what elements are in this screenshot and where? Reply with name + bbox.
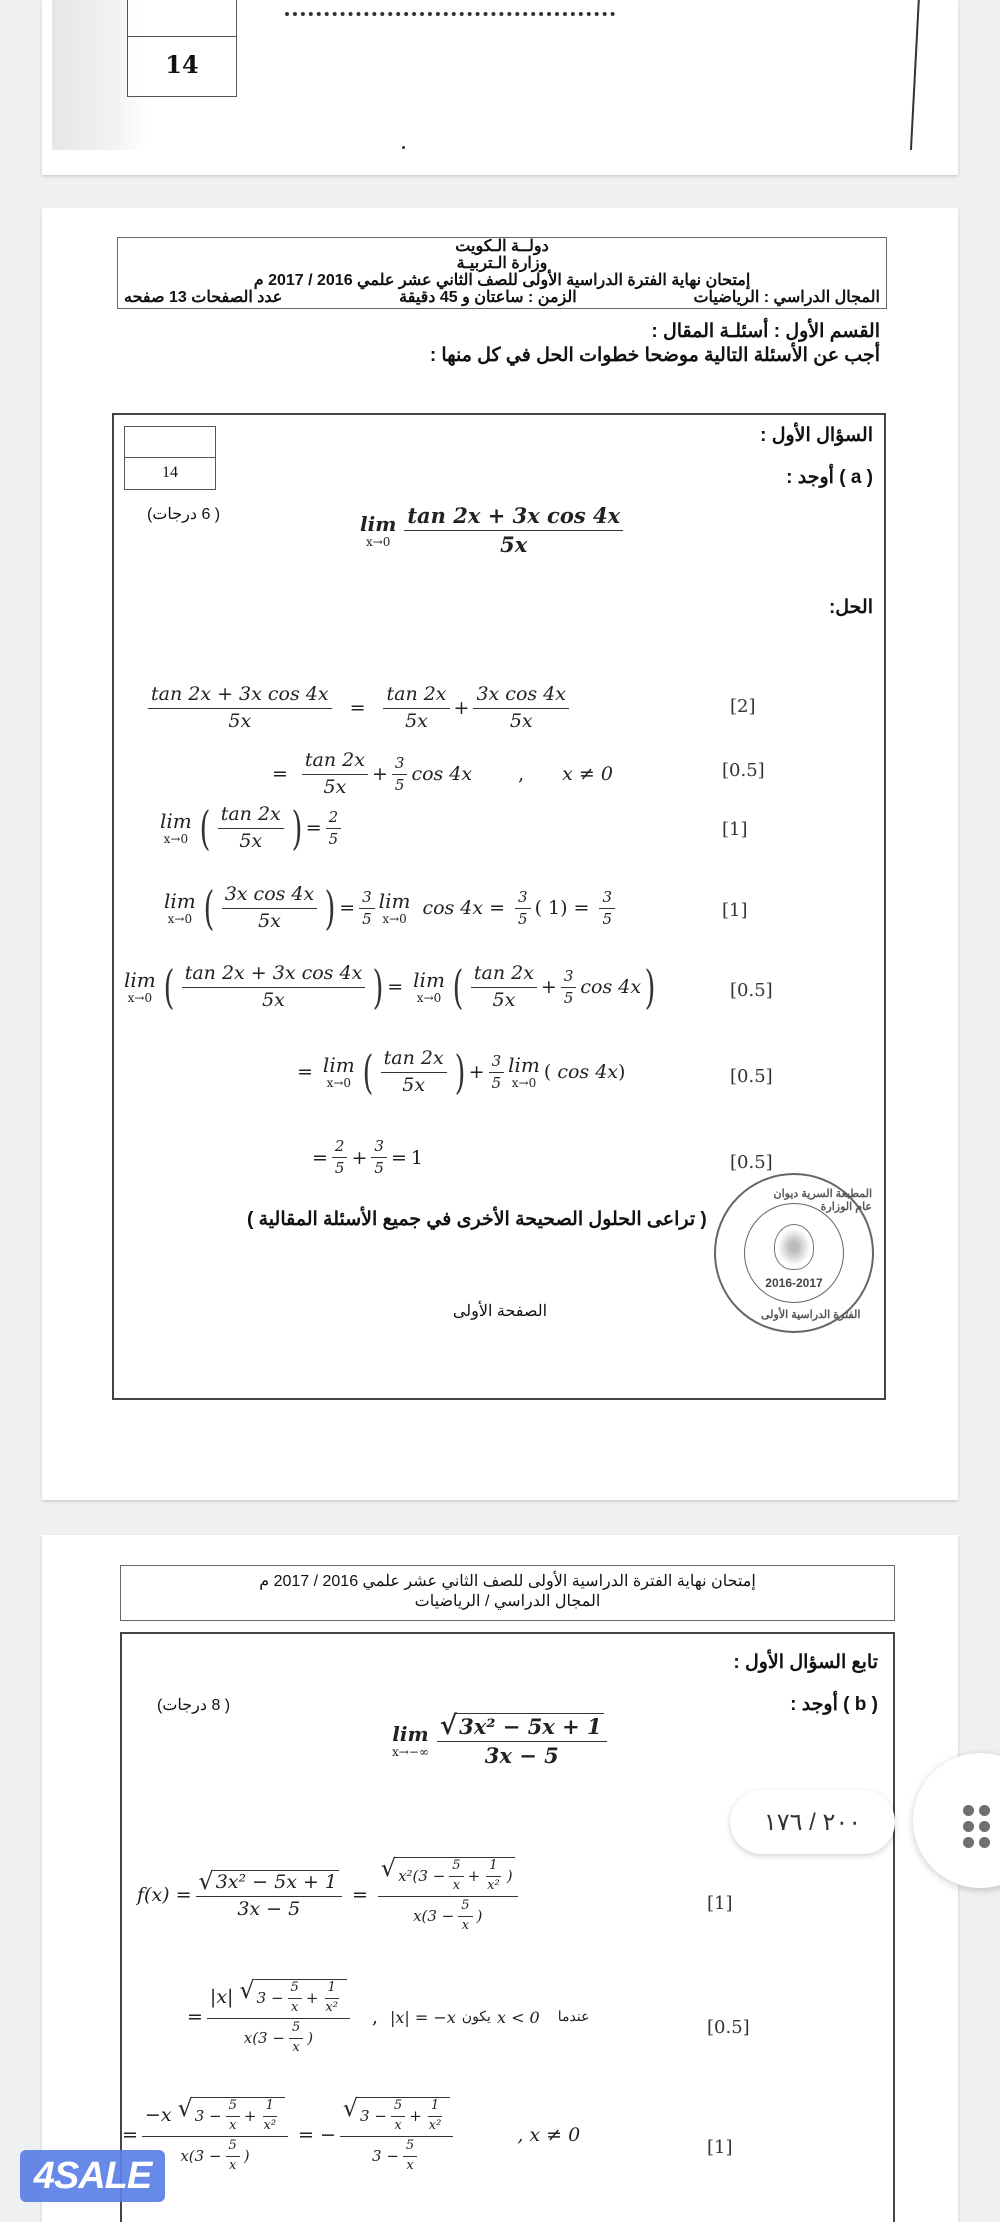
question-title: السؤال الأول :	[760, 425, 873, 446]
exam-header	[120, 1565, 895, 1621]
exam-header	[117, 237, 887, 309]
alternative-solutions-note: ( تراعى الحلول الصحيحة الأخرى في جميع الأسئلة المقالية )	[247, 1209, 707, 1230]
solution-label: الحل:	[828, 597, 873, 618]
header-subject: المجال الدراسي : الرياضيات	[693, 289, 880, 306]
score-value: 14	[162, 464, 178, 481]
answer-dotted-line	[285, 12, 615, 16]
solution-step-1: f(x) = √ 3x² − 5x + 1 3x − 5 = √ x²(3 − $\frac{5}{x}$ + $\frac{1}{\text{x²}}$ ) x(3 − $\frac{5}{x}$ )	[137, 1857, 522, 1934]
points-mark: [1]	[722, 819, 748, 840]
marks-label: ( 8 درجات)	[157, 1697, 231, 1714]
margin-rule	[910, 0, 920, 150]
points-mark: [0.5]	[730, 1152, 773, 1173]
page-footer: الصفحة الأولى	[452, 1303, 548, 1320]
scan-speck	[402, 146, 405, 149]
solution-step-3: = −x √ 3 − $\frac{5}{x}$ + $\frac{1}{\text{x²}}$ x(3 − $\frac{5}{x}$ ) = − √ 3 − $\frac{5}{x}$ + $\frac{1}{\text{x²}}$ 3 − $\frac{5}{x}$ , x ≠ 0	[122, 2094, 581, 2173]
4sale-watermark-logo: 4SALE	[20, 2150, 165, 2202]
official-stamp: المطبعة السرية ديوان عام الوزارة 2016-2017 الفترة الدراسية الأولى	[714, 1173, 874, 1333]
solution-step-7: = $\frac{2}{5}$ + $\frac{3}{5}$ = 1	[312, 1137, 423, 1178]
solution-step-2: = $\frac{\tan 2x}{5x}$ + $\frac{3}{5}$ cos 4x , x ≠ 0	[272, 749, 613, 798]
solution-step-5: lim x→0 ( $\frac{\text{tan 2x + 3x cos 4x}}{5x}$ ) = lim x→0 ( $\frac{\tan 2x}{5x}$ + $\frac{3}{5}$ cos 4x )	[124, 960, 656, 1015]
marks-label: ( 6 درجات)	[147, 506, 221, 523]
solution-step-2: = |x| √ 3 − $\frac{5}{x}$ + $\frac{1}{\text{x²}}$ x(3 − $\frac{5}{x}$ ) , |x| = −x يكون x < 0 عندما	[187, 1976, 590, 2055]
header-country: دولــة الـكويت	[455, 238, 549, 255]
kuwait-emblem-icon	[774, 1224, 814, 1270]
header-exam-title: إمتحان نهاية الفترة الدراسية الأولى للصف الثاني عشر علمي 2016 / 2017 م	[253, 272, 751, 289]
document-page-second	[42, 1535, 958, 2222]
problem-limit: lim x→−∞ √ 3x² − 5x + 1 3x − 5	[392, 1713, 611, 1768]
score-box	[127, 0, 237, 97]
problem-limit: lim x→0 $\frac{\text{tan 2x + 3x cos 4x}}{5x}$	[360, 504, 627, 557]
points-mark: [0.5]	[707, 2017, 750, 2038]
part-label: ( a ) أوجد :	[786, 467, 873, 488]
points-mark: [1]	[707, 2137, 733, 2158]
score-box	[124, 426, 216, 490]
page-counter[interactable]: ٢٠٠ / ١٧٦	[730, 1790, 895, 1854]
score-value: 14	[165, 50, 199, 79]
header-ministry: وزارة الـتربيـة	[456, 255, 548, 272]
solution-step-3: lim x→0 ( $\frac{\tan 2x}{5x}$ ) = $\frac{2}{5}$	[160, 804, 345, 853]
header-pages: عدد الصفحات 13 صفحه	[124, 289, 283, 306]
section-title: القسم الأول : أسئلـة المقال :	[651, 321, 880, 342]
solution-step-6: = lim x→0 ( $\frac{\tan 2x}{5x}$ ) + $\frac{3}{5}$ lim x→0 ( cos 4x )	[297, 1045, 626, 1100]
points-mark: [1]	[707, 1893, 733, 1914]
points-mark: [2]	[730, 696, 756, 717]
solution-step-1: $\frac{\text{tan 2x + 3x cos 4x}}{5x}$ = $\frac{\tan 2x}{5x}$ + $\frac{\text{3x cos 4x}}{5x}$	[144, 684, 573, 733]
points-mark: [0.5]	[730, 1066, 773, 1087]
points-mark: [0.5]	[730, 980, 773, 1001]
points-mark: [1]	[722, 900, 748, 921]
part-label: ( b ) أوجد :	[790, 1694, 878, 1715]
solution-step-4: lim x→0 ( $\frac{\text{3x cos 4x}}{5x}$ ) = $\frac{3}{5}$ lim x→0 cos 4x = $\frac{3}{5}$ ( 1) = $\frac{3}{5}$	[164, 884, 619, 933]
points-mark: [0.5]	[722, 760, 765, 781]
header-subject: المجال الدراسي / الرياضيات	[414, 1593, 601, 1610]
document-page-first	[42, 208, 958, 1500]
continuation-title: تابع السؤال الأول :	[733, 1652, 878, 1673]
header-time: الزمن : ساعتان و 45 دقيقة	[399, 289, 577, 306]
header-exam-title: إمتحان نهاية الفترة الدراسية الأولى للصف الثاني عشر علمي 2016 / 2017 م	[259, 1573, 756, 1590]
grid-dots-icon	[963, 1805, 990, 1848]
instruction: أجب عن الأسئلة التالية موضحا خطوات الحل في كل منها :	[429, 345, 880, 366]
document-page-previous	[42, 0, 958, 175]
